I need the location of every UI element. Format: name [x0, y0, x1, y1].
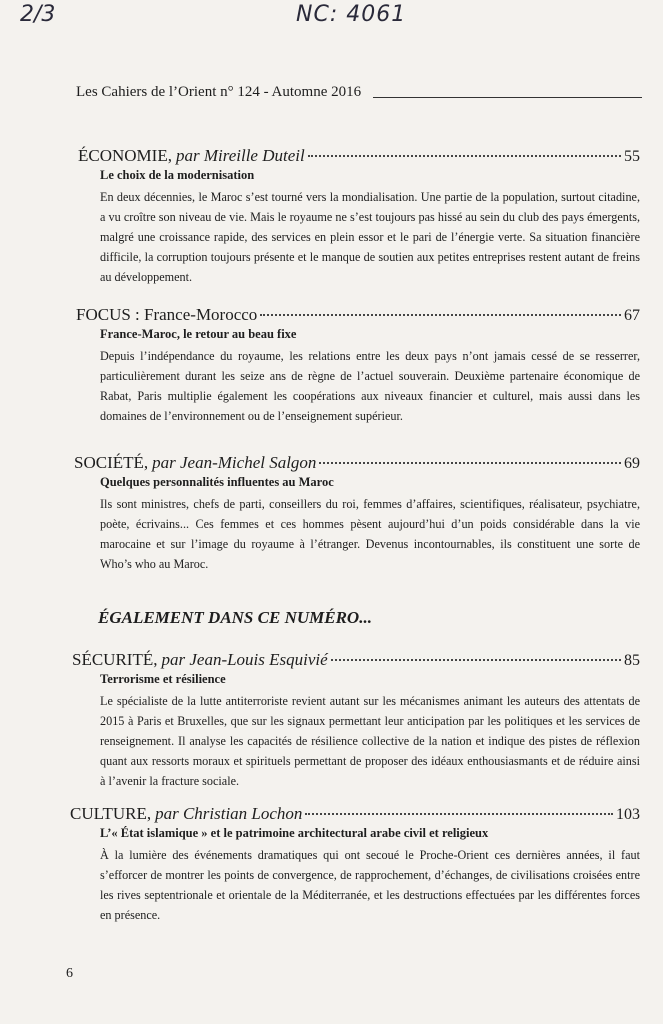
article-subtitle: France-Maroc, le retour au beau fixe	[100, 327, 297, 341]
section-title: SÉCURITÉ,	[72, 650, 158, 669]
leader-dots	[260, 314, 621, 316]
toc-entry-societe	[70, 453, 640, 574]
section-author: par Jean-Louis Esquivié	[161, 650, 328, 669]
page-number: 69	[624, 455, 640, 472]
article-subtitle: Quelques personnalités influentes au Maroc	[100, 475, 334, 489]
article-summary: Ils sont ministres, chefs de parti, conseillers du roi, femmes d’affaires, scientifiques, réalisateur, psychiatre, poète, écrivains... Ces femmes et ces hommes pèsent aujourd’hui d’un poids considérable dans la vie marocaine et sur l’image du royaume à l’étranger. Devenus incontournables, ils constituent une sorte de Who’s who au Maroc.	[100, 497, 640, 571]
leader-dots	[305, 813, 613, 815]
page-number: 67	[624, 307, 640, 324]
section-title: CULTURE,	[70, 804, 152, 823]
running-header	[76, 84, 642, 101]
section-author: par Jean-Michel Salgon	[152, 453, 317, 472]
header-rule	[373, 97, 642, 98]
toc-entry-economie	[70, 146, 640, 287]
leader-dots	[319, 462, 621, 464]
leader-dots	[308, 155, 621, 157]
section-title: FOCUS : France-Morocco	[76, 305, 258, 324]
article-subtitle: L’« État islamique » et le patrimoine architectural arabe civil et religieux	[100, 826, 489, 840]
toc-entry-securite	[70, 650, 640, 791]
toc-entry-culture	[70, 804, 640, 925]
toc-entry-focus	[70, 305, 640, 426]
page-number: 55	[624, 148, 640, 165]
page-folio: 6	[66, 966, 73, 981]
section-title: SOCIÉTÉ,	[74, 453, 149, 472]
section-author: par Christian Lochon	[155, 804, 303, 823]
article-summary: Depuis l’indépendance du royaume, les relations entre les deux pays n’ont jamais cessé de se resserrer, particulièrement durant les seize ans de règne de l’actuel souverain. Deuxième partenaire économique de Rabat, Paris multiplie également les coopérations aux niveaux financier et culturel, mais aussi dans les domaines de l’environnement ou de l’enseignement supérieur.	[100, 349, 640, 423]
article-summary: Le spécialiste de la lutte antiterroriste revient autant sur les mécanismes animant les auteurs des attentats de 2015 à Paris et Bruxelles, que sur les signaux permettant leur anticipation par les politiques et les services de renseignement. Il analyse les capacités de résilience collective de la nation et indique des pistes de réflexion quant aux ressorts moraux et spirituels permettant de proposer des idéaux enthousiasmants et de réduire ainsi à l’avenir la fracture sociale.	[100, 694, 640, 788]
section-author: par Mireille Duteil	[175, 146, 305, 165]
leader-dots	[331, 659, 621, 661]
article-subtitle: Terrorisme et résilience	[100, 672, 226, 686]
journal-title: Les Cahiers de l’Orient n° 124 - Automne 2016	[76, 84, 362, 100]
handwritten-page-mark: 2/3	[20, 2, 56, 27]
page-number: 85	[624, 652, 640, 669]
handwritten-reference: NC: 4061	[296, 2, 407, 27]
also-in-this-issue-heading: ÉGALEMENT DANS CE NUMÉRO...	[98, 608, 372, 627]
page-number: 103	[616, 806, 640, 823]
article-subtitle: Le choix de la modernisation	[100, 168, 255, 182]
section-title: ÉCONOMIE,	[78, 146, 172, 165]
article-summary: En deux décennies, le Maroc s’est tourné vers la mondialisation. Une partie de la population, surtout citadine, a vu croître son niveau de vie. Mais le royaume ne s’est toujours pas hissé au sein du club des pays émergents, malgré une croissance rapide, des services en plein essor et le pari de l’énergie verte. Sa situation financière difficile, la corruption toujours présente et le manque de soutien aux petites entreprises restent autant de freins au développement.	[100, 190, 640, 284]
article-summary: À la lumière des événements dramatiques qui ont secoué le Proche-Orient ces dernières années, il faut s’efforcer de montrer les points de convergence, de rapprochement, d’échanges, de civilisations croisées entre les rives septentrionale et orientale de la Méditerranée, et les destructions effectuées par les différentes forces en présence.	[100, 848, 640, 922]
